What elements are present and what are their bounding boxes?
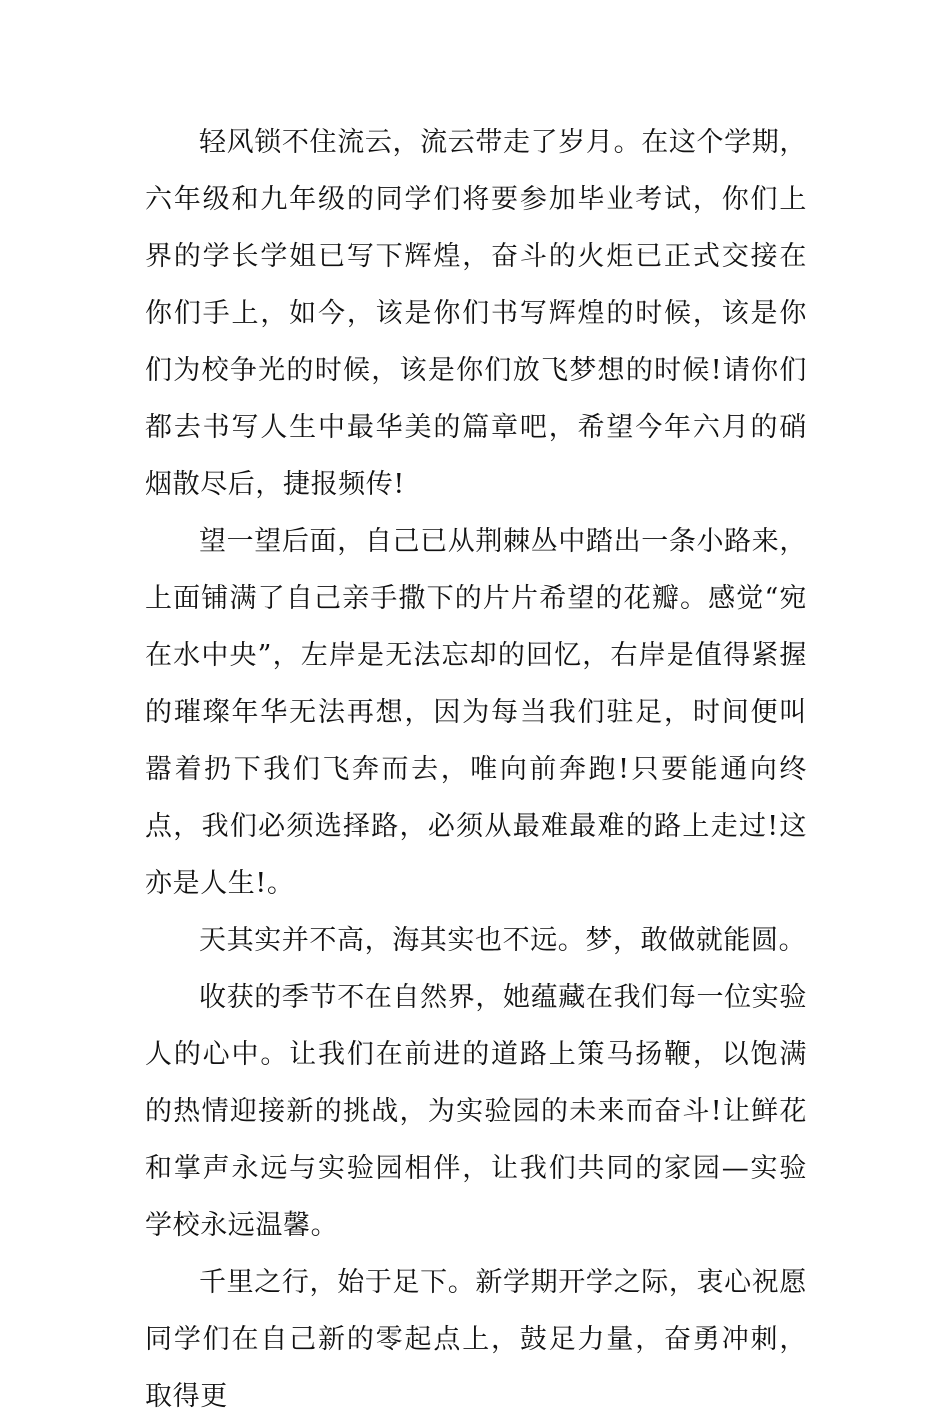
body-text [145, 114, 807, 1425]
paragraph-5: 千里之行，始于足下。新学期开学之际，衷心祝愿同学们在自己新的零起点上，鼓足力量，奋勇冲刺，取得更 [145, 1267, 807, 1412]
paragraph-3: 天其实并不高，海其实也不远。梦，敢做就能圆。 [199, 925, 807, 956]
paragraph-2: 望一望后面，自己已从荆棘丛中踏出一条小路来，上面铺满了自己亲手撒下的片片希望的花瓣。感觉“宛在水中央”，左岸是无法忘却的回忆，右岸是值得紧握的璀璨年华无法再想，因为每当我们驻足，时间便叫嚣着扔下我们飞奔而去，唯向前奔跑!只要能通向终点，我们必须选择路，必须从最难最难的路上走过!这亦是人生!。 [145, 526, 807, 899]
paragraph-4: 收获的季节不在自然界，她蕴藏在我们每一位实验人的心中。让我们在前进的道路上策马扬鞭，以饱满的热情迎接新的挑战，为实验园的未来而奋斗!让鲜花和掌声永远与实验园相伴，让我们共同的家园—实验学校永远温馨。 [145, 982, 807, 1241]
paragraph-1: 轻风锁不住流云，流云带走了岁月。在这个学期，六年级和九年级的同学们将要参加毕业考试，你们上界的学长学姐已写下辉煌，奋斗的火炬已正式交接在你们手上，如今，该是你们书写辉煌的时候，该是你们为校争光的时候，该是你们放飞梦想的时候!请你们都去书写人生中最华美的篇章吧，希望今年六月的硝烟散尽后，捷报频传! [145, 127, 807, 500]
